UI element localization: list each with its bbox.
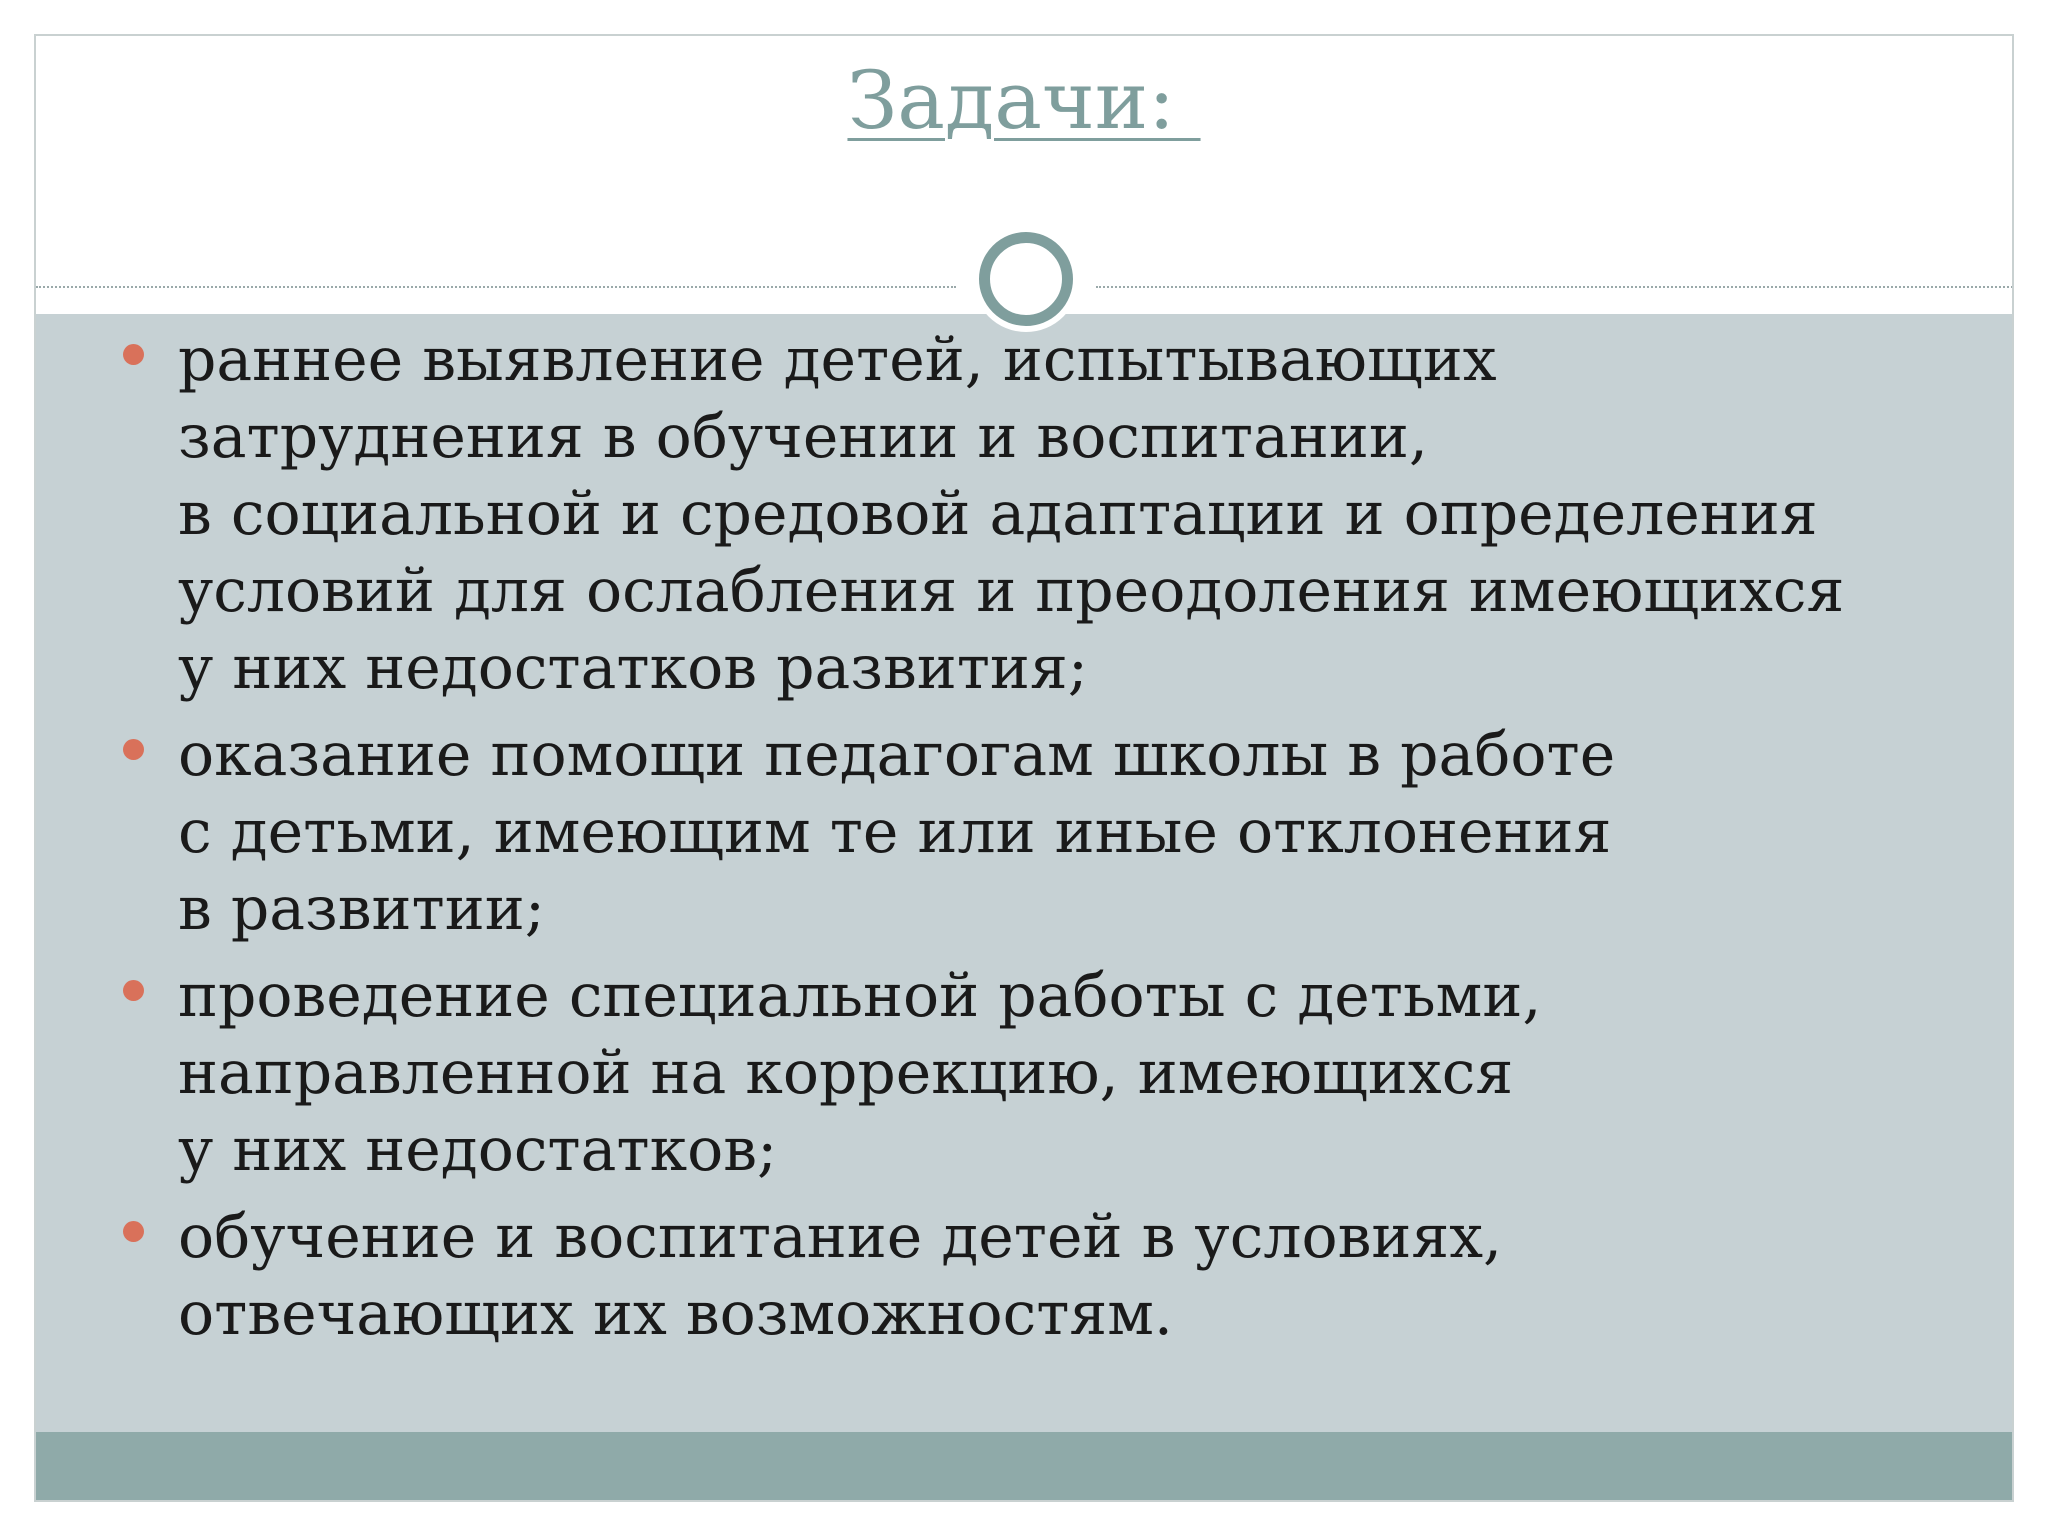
text-line: в развитии; — [178, 874, 545, 944]
text-line: у них недостатков; — [178, 1115, 778, 1185]
slide — [34, 34, 2014, 1502]
circle-ring-icon — [979, 232, 1073, 326]
bullet-dot-icon — [123, 1221, 144, 1242]
list-item — [36, 322, 2012, 707]
list-item-text — [178, 958, 1972, 1189]
text-line: в социальной и средовой адаптации и определения — [178, 479, 1818, 549]
slide-title: Задачи: — [847, 54, 1201, 147]
list-item-text — [178, 322, 1972, 707]
list-item-text — [178, 1199, 1972, 1353]
list-item — [36, 1199, 2012, 1353]
text-line: оказание помощи педагогам школы в работе — [178, 720, 1616, 790]
bullet-dot-icon — [123, 739, 144, 760]
text-line: отвечающих их возможностям. — [178, 1279, 1173, 1349]
text-line: у них недостатков развития; — [178, 633, 1088, 703]
text-line: с детьми, имеющим те или иные отклонения — [178, 797, 1612, 867]
title-divider-left — [36, 286, 956, 288]
list-item — [36, 717, 2012, 948]
text-line: затруднения в обучении и воспитании, — [178, 402, 1428, 472]
bullet-dot-icon — [123, 980, 144, 1001]
text-line: обучение и воспитание детей в условиях, — [178, 1202, 1503, 1272]
list-item-text — [178, 717, 1972, 948]
list-item — [36, 958, 2012, 1189]
task-list — [36, 322, 2012, 1363]
text-line: условий для ослабления и преодоления имеющихся — [178, 556, 1845, 626]
text-line: направленной на коррекцию, имеющихся — [178, 1038, 1514, 1108]
text-line: раннее выявление детей, испытывающих — [178, 325, 1497, 395]
text-line: проведение специальной работы с детьми, — [178, 961, 1542, 1031]
bullet-dot-icon — [123, 344, 144, 365]
title-divider-right — [1096, 286, 2014, 288]
footer-band — [36, 1432, 2012, 1502]
